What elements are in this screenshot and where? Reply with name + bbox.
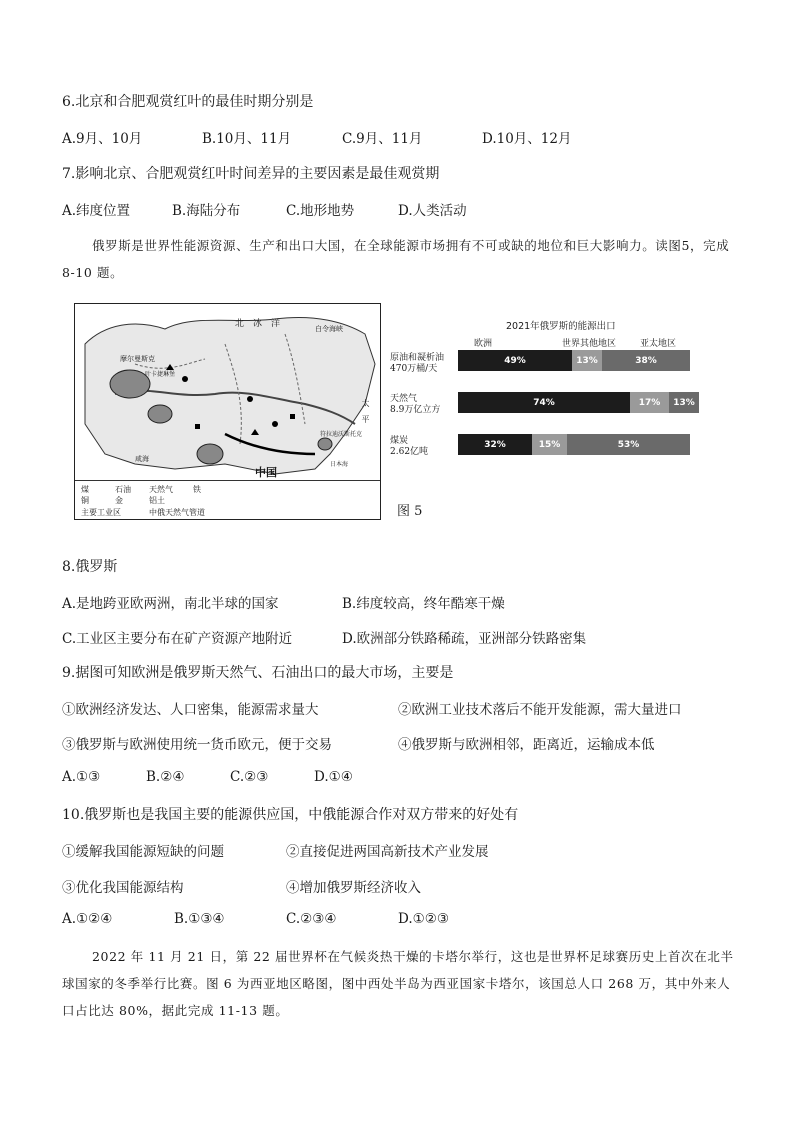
- legend-coal: 煤: [81, 485, 89, 494]
- q10-statement-3: ③优化我国能源结构: [62, 880, 184, 896]
- bar-segment: [532, 434, 567, 455]
- legend-gold: 金: [115, 496, 123, 505]
- q8-option-c: C.工业区主要分布在矿产资源产地附近: [62, 631, 293, 647]
- intro-11-13: 2022 年 11 月 21 日，第 22 届世界杯在气候炎热干燥的卡塔尔举行，这也是世界杯足球赛历史上首次在北半球国家的冬季举行比赛。图 6 为西亚地区略图，图中西处半岛为西亚国家卡塔尔，该国总人口 268 万，其中外来人口占比达 80%，据此完成 11-13 题。: [62, 949, 734, 1018]
- q10-stem: 10.俄罗斯也是我国主要的能源供应国，中俄能源合作对双方带来的好处有: [62, 807, 519, 823]
- q10-option-b: B.①③④: [174, 911, 225, 927]
- q9-option-c: C.②③: [230, 769, 269, 785]
- bar-label-oil-name: 原油和凝析油: [390, 353, 445, 363]
- china-label: 中国: [255, 466, 277, 479]
- legend-gas: 天然气: [149, 485, 173, 494]
- q10-statement-2: ②直接促进两国高新技术产业发展: [286, 844, 489, 860]
- bar-value-label: 74%: [533, 397, 555, 408]
- chart-bars: [458, 318, 695, 468]
- pacific-label: 太 平: [361, 399, 370, 423]
- bar-segment: [669, 392, 699, 413]
- bar-segment: [458, 392, 630, 413]
- bar-value-label: 32%: [484, 439, 506, 450]
- bar-segment: [602, 350, 690, 371]
- legend-series-europe: 欧洲: [474, 339, 493, 349]
- bering-strait-label: 白令海峡: [315, 325, 343, 333]
- q9-statement-2: ②欧洲工业技术落后不能开发能源，需大量进口: [398, 702, 682, 718]
- legend-series-asiapac: 亚太地区: [640, 339, 677, 349]
- bar-segment: [458, 434, 532, 455]
- city-yekaterinburg-label: 叶卡捷琳堡: [145, 371, 176, 378]
- q8-stem: 8.俄罗斯: [62, 559, 118, 575]
- figure-5-label: 图 5: [397, 504, 423, 519]
- map-legend: [75, 480, 380, 519]
- q9-statement-1: ①欧洲经济发达、人口密集，能源需求量大: [62, 702, 319, 718]
- bar-segment: [458, 350, 572, 371]
- q9-option-b: B.②④: [146, 769, 185, 785]
- q7-stem: 7.影响北京、合肥观赏红叶时间差异的主要因素是最佳观赏期: [62, 166, 440, 182]
- legend-bauxite: 铝土: [149, 496, 165, 505]
- bar-label-coal: [390, 436, 428, 458]
- q10-option-d: D.①②③: [398, 911, 449, 927]
- bar-value-label: 13%: [576, 355, 598, 366]
- bar-label-coal-name: 煤炭: [390, 436, 409, 446]
- q9-stem: 9.据图可知欧洲是俄罗斯天然气、石油出口的最大市场，主要是: [62, 665, 454, 681]
- legend-iron: 铁: [193, 485, 201, 494]
- legend-industrial-zone: 主要工业区: [81, 508, 121, 517]
- q7-option-d: D.人类活动: [398, 203, 467, 219]
- aral-sea-label: 咸海: [135, 455, 149, 463]
- q6-option-a: A.9月、10月: [62, 131, 143, 147]
- city-murmansk-label: 摩尔曼斯克: [120, 355, 155, 363]
- bar-value-label: 38%: [635, 355, 657, 366]
- legend-oil: 石油: [115, 485, 131, 494]
- bar-label-oil-amount: 470万桶/天: [390, 364, 438, 374]
- q7-option-c: C.地形地势: [286, 203, 355, 219]
- q8-option-d: D.欧洲部分铁路稀疏，亚洲部分铁路密集: [342, 631, 587, 647]
- q9-option-d: D.①④: [314, 769, 353, 785]
- legend-copper: 铜: [81, 496, 89, 505]
- q9-option-a: A.①③: [62, 769, 101, 785]
- q8-option-b: B.纬度较高，终年酷寒干燥: [342, 596, 505, 612]
- bar-segment: [572, 350, 602, 371]
- bar-value-label: 15%: [538, 439, 561, 450]
- bar-label-gas-name: 天然气: [390, 394, 418, 404]
- q10-statement-1: ①缓解我国能源短缺的问题: [62, 844, 224, 860]
- q8-option-a: A.是地跨亚欧两洲，南北半球的国家: [62, 596, 279, 612]
- q6-option-c: C.9月、11月: [342, 131, 423, 147]
- arctic-ocean-label: 北 冰 洋: [235, 319, 281, 329]
- intro-8-10: 俄罗斯是世界性能源资源、生产和出口大国，在全球能源市场拥有不可或缺的地位和巨大影响力。读图5，完成 8-10 题。: [62, 238, 730, 280]
- q10-statement-4: ④增加俄罗斯经济收入: [286, 880, 421, 896]
- legend-series-other: 世界其他地区: [562, 339, 617, 349]
- bar-label-coal-amount: 2.62亿吨: [390, 447, 429, 457]
- q7-option-a: A.纬度位置: [62, 203, 131, 219]
- energy-export-chart: [390, 318, 700, 468]
- q9-statement-3: ③俄罗斯与欧洲使用统一货币欧元，便于交易: [62, 737, 332, 753]
- bar-label-gas: [390, 394, 440, 416]
- chart-title: 2021年俄罗斯的能源出口: [506, 321, 616, 332]
- bar-segment: [567, 434, 690, 455]
- city-vladivostok-label: 符拉迪沃斯托克: [320, 431, 363, 438]
- bar-value-label: 17%: [638, 397, 661, 408]
- q6-option-d: D.10月、12月: [482, 131, 572, 147]
- q6-stem: 6.北京和合肥观赏红叶的最佳时期分别是: [62, 94, 314, 110]
- bar-segment: [630, 392, 669, 413]
- q9-statement-4: ④俄罗斯与欧洲相邻，距离近，运输成本低: [398, 737, 655, 753]
- q7-option-b: B.海陆分布: [172, 203, 241, 219]
- legend-pipeline: 中俄天然气管道: [149, 508, 205, 517]
- q6-option-b: B.10月、11月: [202, 131, 292, 147]
- bar-value-label: 53%: [617, 439, 640, 450]
- q10-option-a: A.①②④: [62, 911, 113, 927]
- sea-of-japan-label: 日本海: [330, 461, 349, 468]
- bar-value-label: 49%: [504, 355, 526, 366]
- q10-option-c: C.②③④: [286, 911, 337, 927]
- bar-label-oil: [390, 353, 444, 375]
- bar-value-label: 13%: [673, 397, 695, 408]
- russia-map: [74, 303, 381, 520]
- bar-label-gas-amount: 8.9万亿立方: [390, 405, 441, 415]
